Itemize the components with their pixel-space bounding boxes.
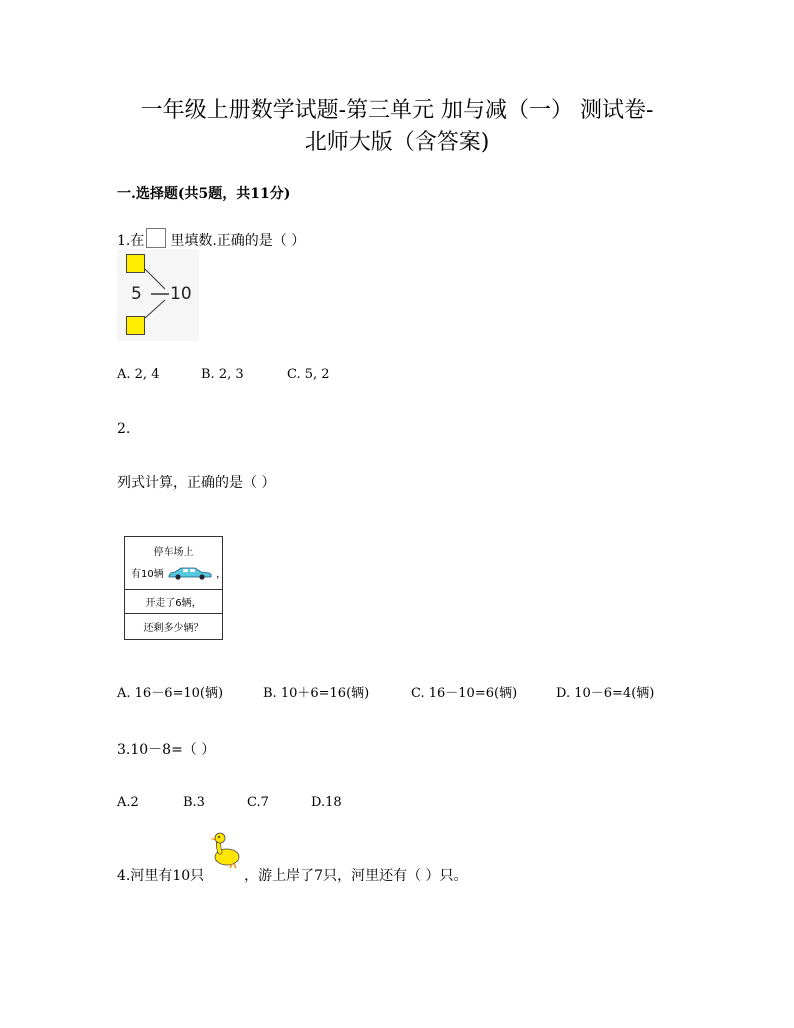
- q3-option-c: C.7: [247, 795, 269, 810]
- duck-icon: [208, 832, 242, 868]
- parking-lot-figure: [124, 536, 227, 640]
- parking-line-2-end: ，: [216, 569, 227, 580]
- parking-line-3: 开走了6辆，: [145, 598, 202, 609]
- question-4-prefix: 4.河里有10只: [117, 868, 205, 884]
- q1-option-c: C. 5, 2: [287, 367, 330, 382]
- q2-option-b: B. 10＋6=16(辆): [263, 686, 370, 701]
- q1-option-a: A. 2, 4: [117, 367, 160, 382]
- q1-option-b: B. 2, 3: [201, 367, 244, 382]
- parking-line-2-text: 有10辆: [131, 569, 164, 580]
- question-1-prefix: 1.在: [117, 233, 145, 249]
- q3-option-b: B.3: [183, 795, 205, 810]
- section-heading: 一.选择题(共5题，共11分): [117, 186, 291, 202]
- question-1-suffix: 里填数.正确的是（ ）: [170, 233, 306, 249]
- split-whole-right: 10: [170, 284, 192, 304]
- parking-line-2: [125, 565, 227, 580]
- question-3-stem: 3.10－8=（ ）: [117, 742, 216, 758]
- car-icon: [167, 566, 213, 580]
- split-whole-left: 5: [131, 284, 142, 304]
- page-title-line2: 北师大版（含答案): [304, 130, 490, 155]
- question-2-stem: 列式计算，正确的是（ ）: [117, 475, 276, 491]
- divider: [125, 589, 222, 590]
- page-title-line1: 一年级上册数学试题-第三单元 加与减（一） 测试卷-: [140, 98, 654, 123]
- question-1-stem: [117, 228, 305, 250]
- question-4-suffix: ，游上岸了7只，河里还有（ ）只。: [244, 868, 468, 884]
- divider: [125, 613, 222, 614]
- q2-option-a: A. 16－6=10(辆): [117, 686, 224, 701]
- answer-box-icon: [146, 228, 166, 248]
- parking-line-1: 停车场上: [153, 547, 194, 558]
- q3-option-d: D.18: [311, 795, 342, 810]
- question-4-stem: [117, 865, 468, 885]
- parking-line-4: 还剩多少辆？: [143, 623, 204, 634]
- q3-option-a: A.2: [117, 795, 139, 810]
- q2-option-d: D. 10－6=4(辆): [556, 686, 655, 701]
- question-2-number: 2.: [117, 421, 131, 437]
- q2-option-c: C. 16－10=6(辆): [411, 686, 518, 701]
- number-split-figure: [117, 249, 199, 341]
